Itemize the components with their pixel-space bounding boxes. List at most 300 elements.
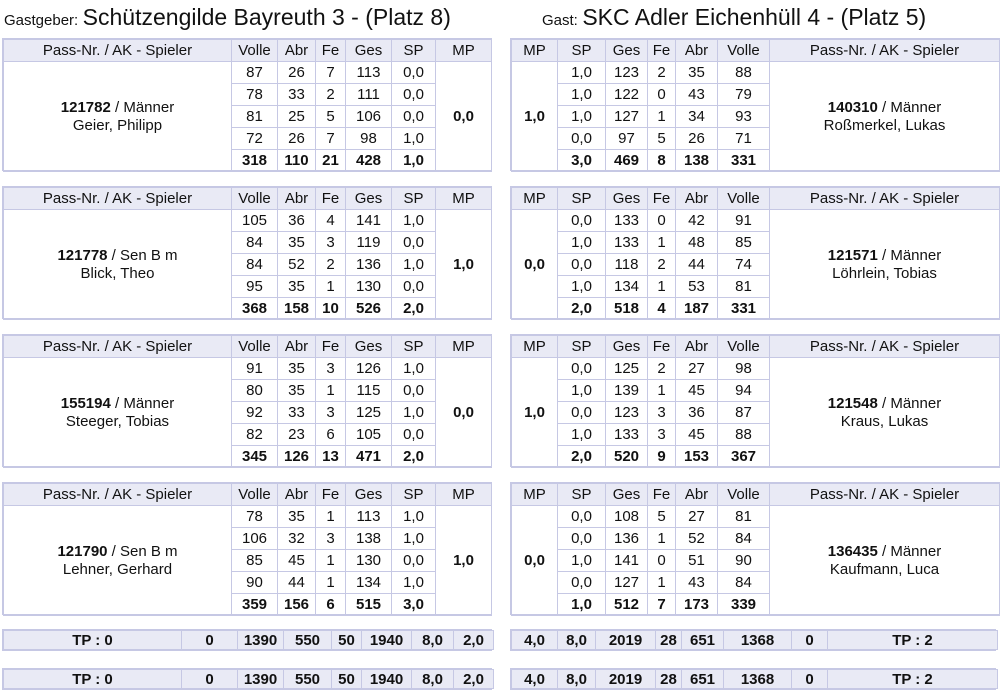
sum-abr: 110: [278, 150, 316, 172]
total-tp: TP : 0: [4, 631, 182, 650]
lane-ges: 113: [346, 506, 392, 528]
lane-sp: 0,0: [392, 62, 436, 84]
header-fe: Fe: [648, 336, 676, 358]
lane-volle: 72: [232, 128, 278, 150]
player-info: [770, 506, 1000, 616]
total-mp: 4,0: [512, 631, 558, 650]
age-class: / Männer: [877, 246, 942, 264]
header-ges: Ges: [606, 188, 648, 210]
lane-ges: 125: [346, 402, 392, 424]
lane-volle: 84: [232, 232, 278, 254]
sum-volle: 367: [718, 446, 770, 468]
lane-volle: 85: [232, 550, 278, 572]
lane-ges: 122: [606, 84, 648, 106]
header-abr: Abr: [676, 188, 718, 210]
lane-abr: 52: [278, 254, 316, 276]
header-volle: Volle: [232, 188, 278, 210]
lane-volle: 79: [718, 84, 770, 106]
guest-label: Gast:: [542, 12, 578, 29]
home-totals-row: [2, 629, 492, 651]
lane-ges: 123: [606, 402, 648, 424]
guest-player-block: [510, 482, 1000, 615]
player-info: [4, 210, 232, 320]
sum-sp: 2,0: [392, 298, 436, 320]
player-info: [4, 506, 232, 616]
header-ges: Ges: [346, 188, 392, 210]
player-name: Blick, Theo: [80, 264, 155, 282]
lane-ges: 115: [346, 380, 392, 402]
sum-sp: 1,0: [392, 150, 436, 172]
match-points: 1,0: [436, 210, 492, 320]
sum-fe: 21: [316, 150, 346, 172]
lane-abr: 35: [676, 62, 718, 84]
header-abr: Abr: [676, 40, 718, 62]
total-volle: 1390: [238, 631, 284, 650]
lane-volle: 81: [718, 276, 770, 298]
lane-row: [4, 506, 492, 528]
lane-ges: 127: [606, 106, 648, 128]
sum-abr: 153: [676, 446, 718, 468]
lane-abr: 44: [676, 254, 718, 276]
match-points: 0,0: [512, 210, 558, 320]
guest-totals-row: [510, 668, 996, 690]
header-mp: MP: [512, 40, 558, 62]
lane-volle: 78: [232, 84, 278, 106]
lane-ges: 141: [346, 210, 392, 232]
sum-volle: 331: [718, 150, 770, 172]
totals-row: [512, 631, 998, 650]
lane-abr: 42: [676, 210, 718, 232]
total-sp: 8,0: [558, 631, 596, 650]
lane-fe: 4: [316, 210, 346, 232]
header-sp: SP: [558, 484, 606, 506]
guest-totals-table: [511, 669, 998, 689]
lane-abr: 26: [676, 128, 718, 150]
lane-sp: 0,0: [558, 402, 606, 424]
lane-sp: 1,0: [392, 506, 436, 528]
lane-volle: 94: [718, 380, 770, 402]
guest-totals-table: [511, 630, 998, 650]
sum-volle: 331: [718, 298, 770, 320]
guest-player-table: [511, 335, 1000, 468]
pass-number: 121548: [827, 394, 878, 412]
age-class: / Sen B m: [107, 542, 178, 560]
lane-ges: 126: [346, 358, 392, 380]
total-volle: 1368: [724, 670, 792, 689]
lane-abr: 23: [278, 424, 316, 446]
home-player-table: [3, 187, 492, 320]
lane-fe: 7: [316, 128, 346, 150]
lane-sp: 1,0: [558, 62, 606, 84]
age-class: / Sen B m: [107, 246, 178, 264]
lane-volle: 84: [232, 254, 278, 276]
header-fe: Fe: [316, 484, 346, 506]
column-header-row: [512, 484, 1000, 506]
lane-ges: 133: [606, 210, 648, 232]
sum-sp: 3,0: [392, 594, 436, 616]
lane-sp: 0,0: [392, 424, 436, 446]
lane-abr: 27: [676, 358, 718, 380]
player-name: Geier, Philipp: [72, 116, 163, 134]
sum-ges: 469: [606, 150, 648, 172]
lane-row: [512, 210, 1000, 232]
header-sp: SP: [558, 336, 606, 358]
header-fe: Fe: [648, 188, 676, 210]
lane-fe: 1: [648, 276, 676, 298]
lane-volle: 95: [232, 276, 278, 298]
lane-volle: 90: [718, 550, 770, 572]
lane-ges: 113: [346, 62, 392, 84]
guest-player-block: [510, 186, 1000, 319]
total-tp: TP : 2: [828, 631, 998, 650]
total-ges: 1940: [362, 631, 412, 650]
player-info: [4, 62, 232, 172]
home-totals-table: [3, 630, 494, 650]
lane-fe: 5: [648, 506, 676, 528]
home-team-title: Schützengilde Bayreuth 3 - (Platz 8): [82, 4, 451, 30]
lane-abr: 52: [676, 528, 718, 550]
lane-abr: 35: [278, 380, 316, 402]
lane-volle: 87: [232, 62, 278, 84]
total-mp: 4,0: [512, 670, 558, 689]
lane-sp: 1,0: [392, 402, 436, 424]
lane-row: [4, 358, 492, 380]
home-player-block: [2, 482, 492, 615]
home-player-block: [2, 38, 492, 171]
guest-team-header: [542, 4, 926, 31]
lane-abr: 35: [278, 232, 316, 254]
lane-row: [512, 62, 1000, 84]
total-sp-sum: 0: [792, 670, 828, 689]
player-name: Löhrlein, Tobias: [832, 264, 937, 282]
sum-abr: 126: [278, 446, 316, 468]
lane-abr: 36: [278, 210, 316, 232]
lane-volle: 87: [718, 402, 770, 424]
lane-sp: 0,0: [558, 528, 606, 550]
sum-abr: 158: [278, 298, 316, 320]
lane-ges: 127: [606, 572, 648, 594]
lane-sp: 0,0: [558, 128, 606, 150]
sum-sp: 2,0: [392, 446, 436, 468]
lane-abr: 35: [278, 506, 316, 528]
sum-abr: 173: [676, 594, 718, 616]
lane-sp: 0,0: [558, 506, 606, 528]
lane-abr: 48: [676, 232, 718, 254]
lane-sp: 1,0: [558, 380, 606, 402]
lane-ges: 123: [606, 62, 648, 84]
lane-abr: 26: [278, 128, 316, 150]
lane-volle: 91: [232, 358, 278, 380]
header-ges: Ges: [606, 484, 648, 506]
lane-fe: 0: [648, 550, 676, 572]
lane-sp: 1,0: [558, 232, 606, 254]
sum-fe: 4: [648, 298, 676, 320]
lane-sp: 1,0: [558, 276, 606, 298]
match-points: 1,0: [436, 506, 492, 616]
lane-fe: 5: [316, 106, 346, 128]
header-volle: Volle: [232, 336, 278, 358]
lane-fe: 1: [648, 572, 676, 594]
header-sp: SP: [392, 188, 436, 210]
header-fe: Fe: [648, 484, 676, 506]
header-volle: Volle: [718, 484, 770, 506]
header-fe: Fe: [316, 188, 346, 210]
sum-sp: 3,0: [558, 150, 606, 172]
total-fe: 28: [656, 631, 682, 650]
lane-sp: 1,0: [558, 550, 606, 572]
pass-number: 155194: [60, 394, 111, 412]
player-info: [770, 358, 1000, 468]
home-player-table: [3, 483, 492, 616]
header-mp: MP: [436, 40, 492, 62]
guest-player-block: [510, 334, 1000, 467]
sum-ges: 471: [346, 446, 392, 468]
sum-abr: 156: [278, 594, 316, 616]
sum-ges: 526: [346, 298, 392, 320]
column-header-row: [4, 336, 492, 358]
header-mp: MP: [512, 484, 558, 506]
header-volle: Volle: [718, 336, 770, 358]
lane-row: [4, 62, 492, 84]
total-fe: 28: [656, 670, 682, 689]
lane-fe: 2: [648, 254, 676, 276]
total-volle: 1368: [724, 631, 792, 650]
total-abr: 550: [284, 631, 332, 650]
lane-ges: 130: [346, 550, 392, 572]
lane-ges: 106: [346, 106, 392, 128]
total-sp-sum: 0: [182, 631, 238, 650]
home-player-table: [3, 39, 492, 172]
lane-abr: 27: [676, 506, 718, 528]
player-name: Kaufmann, Luca: [829, 560, 940, 578]
lane-sp: 1,0: [558, 84, 606, 106]
lane-fe: 2: [316, 254, 346, 276]
match-points: 1,0: [512, 62, 558, 172]
lane-fe: 3: [648, 402, 676, 424]
pass-number: 140310: [827, 98, 878, 116]
total-abr: 651: [682, 670, 724, 689]
pass-number: 121782: [60, 98, 111, 116]
sum-ges: 512: [606, 594, 648, 616]
sum-ges: 518: [606, 298, 648, 320]
lane-fe: 1: [316, 572, 346, 594]
header-mp: MP: [436, 188, 492, 210]
lane-fe: 3: [648, 424, 676, 446]
age-class: / Männer: [110, 394, 175, 412]
age-class: / Männer: [110, 98, 175, 116]
lane-abr: 25: [278, 106, 316, 128]
sum-ges: 520: [606, 446, 648, 468]
lane-fe: 0: [648, 84, 676, 106]
lane-fe: 1: [316, 380, 346, 402]
total-sp: 8,0: [412, 670, 454, 689]
lane-abr: 43: [676, 84, 718, 106]
lane-volle: 81: [718, 506, 770, 528]
header-abr: Abr: [278, 188, 316, 210]
sum-volle: 345: [232, 446, 278, 468]
header-volle: Volle: [232, 484, 278, 506]
lane-fe: 0: [648, 210, 676, 232]
lane-sp: 0,0: [392, 84, 436, 106]
sum-fe: 9: [648, 446, 676, 468]
header-abr: Abr: [676, 336, 718, 358]
lane-volle: 84: [718, 572, 770, 594]
lane-abr: 33: [278, 84, 316, 106]
player-name: Steeger, Tobias: [65, 412, 170, 430]
lane-volle: 80: [232, 380, 278, 402]
sum-fe: 6: [316, 594, 346, 616]
header-ges: Ges: [606, 336, 648, 358]
lane-fe: 1: [648, 232, 676, 254]
lane-ges: 136: [346, 254, 392, 276]
header-player: Pass-Nr. / AK - Spieler: [770, 484, 1000, 506]
home-totals-row: [2, 668, 492, 690]
lane-ges: 134: [346, 572, 392, 594]
lane-volle: 98: [718, 358, 770, 380]
age-class: / Männer: [877, 98, 942, 116]
home-label: Gastgeber:: [4, 12, 79, 29]
lane-abr: 34: [676, 106, 718, 128]
total-volle: 1390: [238, 670, 284, 689]
total-mp: 2,0: [454, 631, 494, 650]
lane-fe: 1: [316, 550, 346, 572]
sum-sp: 1,0: [558, 594, 606, 616]
lane-ges: 119: [346, 232, 392, 254]
lane-sp: 1,0: [392, 358, 436, 380]
lane-fe: 3: [316, 402, 346, 424]
lane-row: [512, 506, 1000, 528]
lane-ges: 105: [346, 424, 392, 446]
total-sp-sum: 0: [182, 670, 238, 689]
header-player: Pass-Nr. / AK - Spieler: [4, 484, 232, 506]
guest-totals-row: [510, 629, 996, 651]
header-player: Pass-Nr. / AK - Spieler: [770, 188, 1000, 210]
lane-sp: 0,0: [558, 210, 606, 232]
match-points: 0,0: [436, 62, 492, 172]
lane-sp: 1,0: [392, 254, 436, 276]
header-player: Pass-Nr. / AK - Spieler: [4, 188, 232, 210]
lane-ges: 97: [606, 128, 648, 150]
header-ges: Ges: [346, 40, 392, 62]
lane-row: [4, 210, 492, 232]
header-sp: SP: [558, 40, 606, 62]
lane-ges: 138: [346, 528, 392, 550]
lane-ges: 133: [606, 424, 648, 446]
lane-fe: 1: [648, 380, 676, 402]
header-ges: Ges: [606, 40, 648, 62]
pass-number: 136435: [827, 542, 878, 560]
lane-abr: 51: [676, 550, 718, 572]
player-name: Kraus, Lukas: [840, 412, 929, 430]
sum-fe: 8: [648, 150, 676, 172]
lane-abr: 36: [676, 402, 718, 424]
header-mp: MP: [512, 336, 558, 358]
column-header-row: [4, 484, 492, 506]
guest-player-block: [510, 38, 1000, 171]
sum-fe: 13: [316, 446, 346, 468]
column-header-row: [512, 40, 1000, 62]
lane-volle: 106: [232, 528, 278, 550]
column-header-row: [4, 188, 492, 210]
totals-row: [512, 670, 998, 689]
total-tp: TP : 2: [828, 670, 998, 689]
lane-ges: 130: [346, 276, 392, 298]
age-class: / Männer: [877, 542, 942, 560]
header-fe: Fe: [316, 336, 346, 358]
match-points: 1,0: [512, 358, 558, 468]
lane-abr: 35: [278, 358, 316, 380]
home-player-table: [3, 335, 492, 468]
lane-row: [512, 358, 1000, 380]
total-abr: 651: [682, 631, 724, 650]
guest-team-title: SKC Adler Eichenhüll 4 - (Platz 5): [582, 4, 927, 30]
pass-number: 121778: [57, 246, 108, 264]
totals-row: [4, 670, 494, 689]
lane-fe: 3: [316, 358, 346, 380]
header-mp: MP: [436, 484, 492, 506]
lane-fe: 2: [648, 358, 676, 380]
match-points: 0,0: [512, 506, 558, 616]
header-sp: SP: [392, 40, 436, 62]
lane-sp: 0,0: [392, 380, 436, 402]
total-mp: 2,0: [454, 670, 494, 689]
lane-ges: 125: [606, 358, 648, 380]
header-player: Pass-Nr. / AK - Spieler: [4, 40, 232, 62]
header-fe: Fe: [648, 40, 676, 62]
lane-abr: 32: [278, 528, 316, 550]
lane-volle: 84: [718, 528, 770, 550]
lane-fe: 3: [316, 232, 346, 254]
lane-volle: 93: [718, 106, 770, 128]
lane-abr: 45: [676, 380, 718, 402]
lane-fe: 5: [648, 128, 676, 150]
lane-ges: 134: [606, 276, 648, 298]
lane-sp: 1,0: [392, 128, 436, 150]
lane-fe: 3: [316, 528, 346, 550]
lane-ges: 108: [606, 506, 648, 528]
header-sp: SP: [558, 188, 606, 210]
sum-volle: 368: [232, 298, 278, 320]
lane-volle: 74: [718, 254, 770, 276]
lane-fe: 6: [316, 424, 346, 446]
lane-ges: 141: [606, 550, 648, 572]
lane-ges: 111: [346, 84, 392, 106]
lane-volle: 78: [232, 506, 278, 528]
guest-player-table: [511, 39, 1000, 172]
lane-sp: 0,0: [392, 106, 436, 128]
home-player-block: [2, 334, 492, 467]
header-abr: Abr: [278, 336, 316, 358]
player-name: Roßmerkel, Lukas: [823, 116, 946, 134]
lane-volle: 88: [718, 62, 770, 84]
lane-sp: 0,0: [558, 254, 606, 276]
header-volle: Volle: [718, 40, 770, 62]
lane-abr: 45: [676, 424, 718, 446]
header-abr: Abr: [676, 484, 718, 506]
header-ges: Ges: [346, 484, 392, 506]
sum-abr: 138: [676, 150, 718, 172]
lane-volle: 90: [232, 572, 278, 594]
header-volle: Volle: [718, 188, 770, 210]
player-name: Lehner, Gerhard: [62, 560, 173, 578]
lane-sp: 0,0: [392, 232, 436, 254]
lane-fe: 2: [316, 84, 346, 106]
player-info: [770, 210, 1000, 320]
lane-sp: 0,0: [558, 358, 606, 380]
header-player: Pass-Nr. / AK - Spieler: [4, 336, 232, 358]
lane-ges: 139: [606, 380, 648, 402]
column-header-row: [512, 188, 1000, 210]
